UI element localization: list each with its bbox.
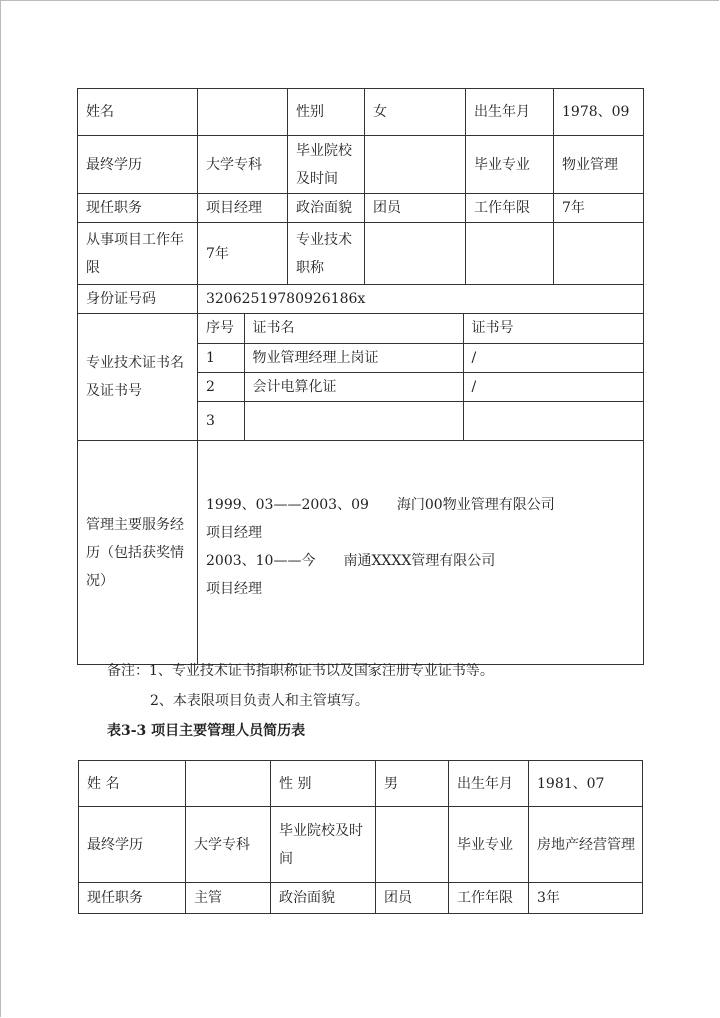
cell: 现任职务 — [78, 194, 198, 223]
cert-header-row — [198, 314, 643, 343]
table-row — [78, 136, 644, 194]
cell: 出生年月 — [466, 89, 554, 136]
cell — [554, 223, 644, 285]
cell: 3年 — [529, 883, 643, 914]
cell: 主管 — [186, 883, 271, 914]
cell: 1 — [198, 343, 244, 372]
cell — [376, 807, 449, 883]
cell: 工作年限 — [466, 194, 554, 223]
cell — [186, 761, 271, 807]
cell: 毕业院校及时间 — [288, 136, 365, 194]
note-2: 2、本表限项目负责人和主管填写。 — [150, 693, 369, 709]
cell: / — [463, 343, 643, 372]
cell: 最终学历 — [78, 136, 198, 194]
service-label: 管理主要服务经历（包括获奖情况） — [78, 441, 198, 665]
cell: 团员 — [365, 194, 466, 223]
table-row — [78, 194, 644, 223]
cell: 姓名 — [78, 89, 198, 136]
service-line: 1999、03——2003、09 海门00物业管理有限公司 — [206, 497, 555, 513]
cert-row — [198, 401, 643, 440]
note-1: 备注：1、专业技术证书指职称证书以及国家注册专业证书等。 — [107, 663, 494, 679]
cell: / — [463, 372, 643, 401]
cert-row — [198, 372, 643, 401]
cell — [466, 223, 554, 285]
cell: 政治面貌 — [288, 194, 365, 223]
table-row — [78, 314, 644, 441]
cell: 证书号 — [463, 314, 643, 343]
table-row — [78, 441, 644, 665]
service-line: 项目经理 — [206, 581, 262, 597]
cell: 1978、09 — [554, 89, 644, 136]
cell: 3 — [198, 401, 244, 440]
cell: 7年 — [554, 194, 644, 223]
cell: 性别 — [288, 89, 365, 136]
resume-table-2 — [78, 760, 643, 914]
cert-table — [198, 314, 643, 440]
cell: 2 — [198, 372, 244, 401]
cell: 姓 名 — [79, 761, 186, 807]
table2-title: 表3-3 项目主要管理人员简历表 — [107, 723, 306, 739]
cert-cell — [198, 314, 644, 441]
cell: 序号 — [198, 314, 244, 343]
cell: 大学专科 — [198, 136, 288, 194]
id-label: 身份证号码 — [78, 285, 198, 314]
cell: 从事项目工作年限 — [78, 223, 198, 285]
cell: 1981、07 — [529, 761, 643, 807]
table-row — [79, 761, 643, 807]
cell: 政治面貌 — [271, 883, 376, 914]
cell: 男 — [376, 761, 449, 807]
service-line: 2003、10——今 南通XXXX管理有限公司 — [206, 553, 496, 569]
cell — [365, 223, 466, 285]
table-row — [79, 883, 643, 914]
cell — [244, 401, 463, 440]
cell: 物业管理经理上岗证 — [244, 343, 463, 372]
cell: 毕业专业 — [466, 136, 554, 194]
table-row — [78, 89, 644, 136]
cell: 会计电算化证 — [244, 372, 463, 401]
cell: 毕业专业 — [449, 807, 529, 883]
cell: 女 — [365, 89, 466, 136]
cert-row — [198, 343, 643, 372]
service-history — [198, 441, 644, 665]
cell — [365, 136, 466, 194]
cell: 房地产经营管理 — [529, 807, 643, 883]
cert-label: 专业技术证书名及证书号 — [78, 314, 198, 441]
cell: 大学专科 — [186, 807, 271, 883]
table-row — [78, 223, 644, 285]
cell: 项目经理 — [198, 194, 288, 223]
table-row — [79, 807, 643, 883]
table-row — [78, 285, 644, 314]
cell — [463, 401, 643, 440]
resume-table-1 — [77, 88, 644, 665]
cell: 性 别 — [271, 761, 376, 807]
service-line: 项目经理 — [206, 525, 262, 541]
cell: 专业技术职称 — [288, 223, 365, 285]
id-value: 32062519780926186x — [198, 285, 644, 314]
cell: 出生年月 — [449, 761, 529, 807]
cell: 最终学历 — [79, 807, 186, 883]
cell: 物业管理 — [554, 136, 644, 194]
cell: 现任职务 — [79, 883, 186, 914]
cell: 证书名 — [244, 314, 463, 343]
cell: 毕业院校及时间 — [271, 807, 376, 883]
cell: 工作年限 — [449, 883, 529, 914]
cell: 7年 — [198, 223, 288, 285]
cell: 团员 — [376, 883, 449, 914]
cell — [198, 89, 288, 136]
